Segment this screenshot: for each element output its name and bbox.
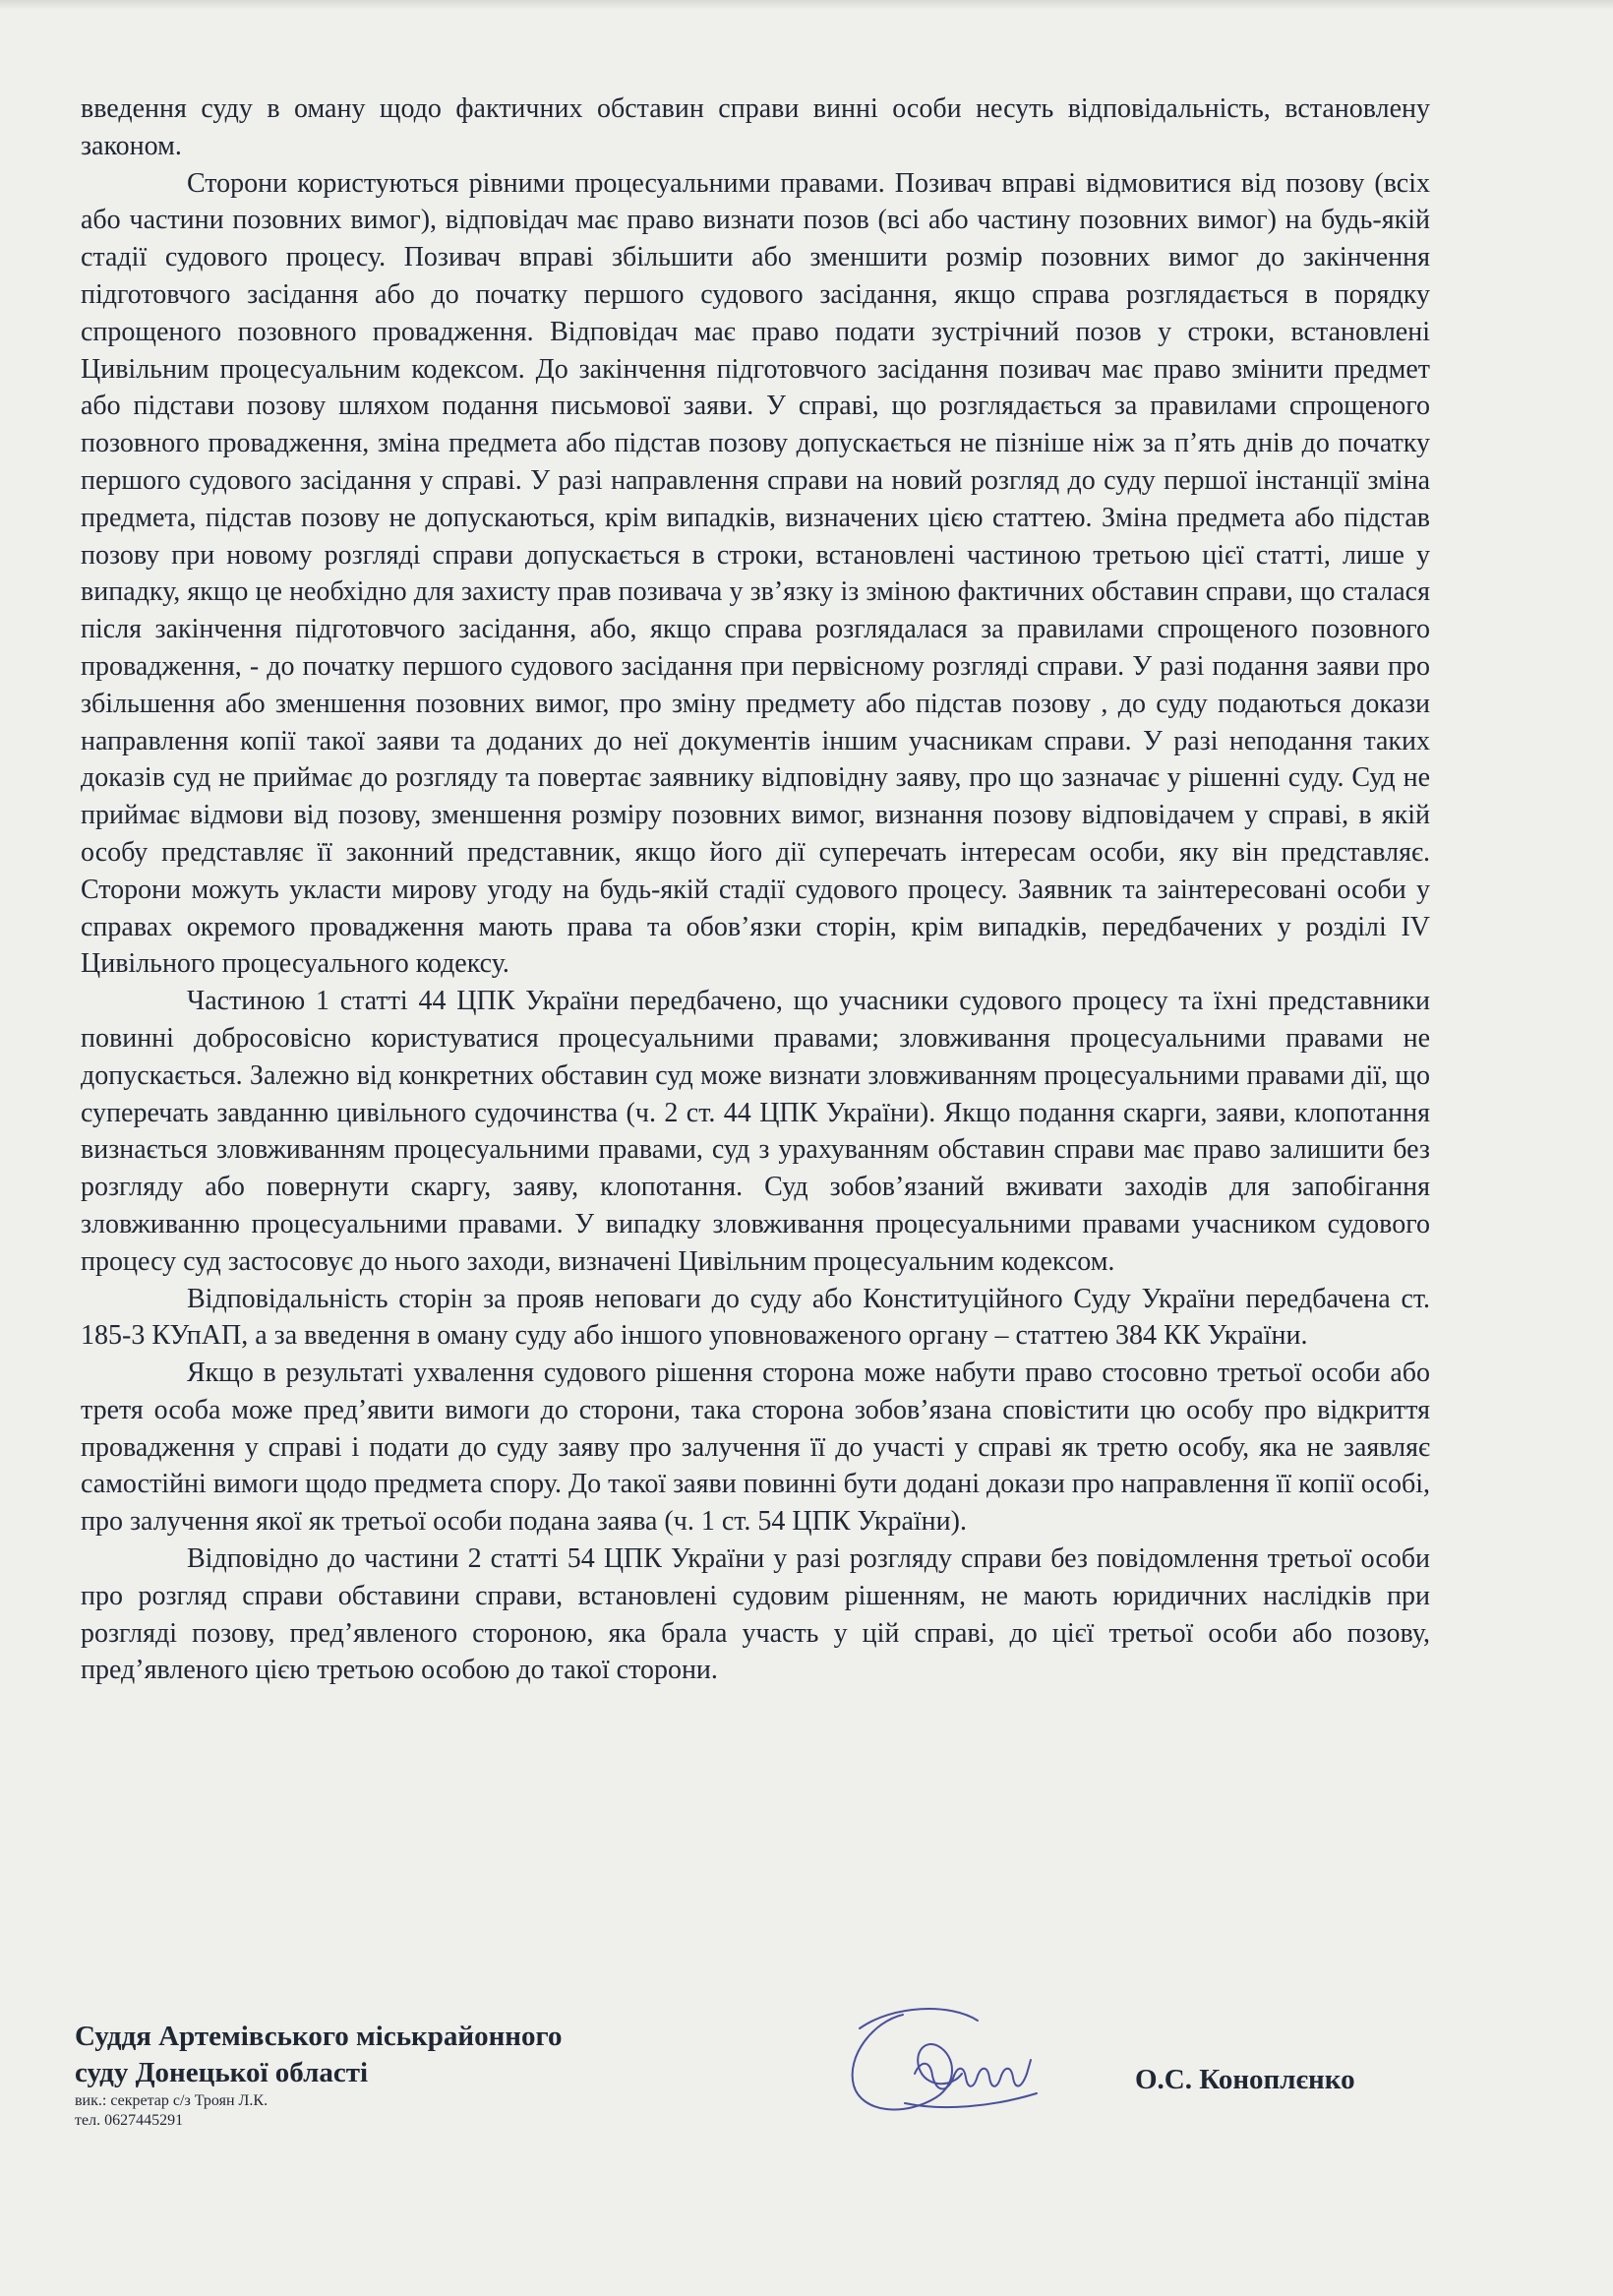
- document-body: [81, 91, 1430, 1689]
- court-title-line-1: Суддя Артемівського міськрайонного: [75, 2021, 563, 2052]
- handwritten-signature: [834, 1987, 1052, 2135]
- paragraph-2: Сторони користуються рівними процесуальними правами. Позивач вправі відмовитися від позову (всіх або частини позовних вимог), відповідач має право визнати позов (всі або частину позовних вимог) на будь-якій стадії судового процесу. Позивач вправі збільшити або зменшити розмір позовних вимог до закінчення підготовчого засідання або до початку першого судового засідання, якщо справа розглядається в порядку спрощеного позовного провадження. Відповідач має право подати зустрічний позов у строки, встановлені Цивільним процесуальним кодексом. До закінчення підготовчого засідання позивач має право змінити предмет або підстави позову шляхом подання письмової заяви. У справі, що розглядається за правилами спрощеного позовного провадження, зміна предмета або підстав позову допускається не пізніше ніж за п’ять днів до початку першого судового засідання у справі. У разі направлення справи на новий розгляд до суду першої інстанції зміна предмета, підстав позову не допускаються, крім випадків, визначених цією статтею. Зміна предмета або підстав позову при новому розгляді справи допускається в строки, встановлені частиною третьою цієї статті, лише у випадку, якщо це необхідно для захисту прав позивача у зв’язку із зміною фактичних обставин справи, що сталася після закінчення підготовчого засідання, або, якщо справа розглядалася за правилами спрощеного позовного провадження, - до початку першого судового засідання при первісному розгляді справи. У разі подання заяви про збільшення або зменшення позовних вимог, про зміну предмету або підстав позову , до суду подаються докази направлення копії такої заяви та доданих до неї документів іншим учасникам справи. У разі неподання таких доказів суд не приймає до розгляду та повертає заявнику відповідну заяву, про що зазначає у рішенні суду. Суд не приймає відмови від позову, зменшення розміру позовних вимог, визнання позову відповідачем у справі, в якій особу представляє її законний представник, якщо його дії суперечать інтересам особи, яку він представляє. Сторони можуть укласти мирову угоду на будь-якій стадії судового процесу. Заявник та заінтересовані особи у справах окремого провадження мають права та обов’язки сторін, крім випадків, передбачених у розділі IV Цивільного процесуального кодексу.: [81, 167, 1430, 980]
- court-title-line-2: суду Донецької області: [75, 2057, 369, 2088]
- paragraph-3: Частиною 1 статті 44 ЦПК України передбачено, що учасники судового процесу та їхні представники повинні добросовісно користуватися процесуальними правами; зловживання процесуальними правами не допускається. Залежно від конкретних обставин суд може визнати зловживанням процесуальними правами дії, що суперечать завданню цивільного судочинства (ч. 2 ст. 44 ЦПК України). Якщо подання скарги, заяви, клопотання визнається зловживанням процесуальними правами, суд з урахуванням обставин справи має право залишити без розгляду або повернути скаргу, заяву, клопотання. Суд зобов’язаний вживати заходів для запобігання зловживанню процесуальними правами. У випадку зловживання процесуальними правами учасником судового процесу суд застосовує до нього заходи, визначені Цивільним процесуальним кодексом.: [81, 986, 1430, 1277]
- paragraph-1: введення суду в оману щодо фактичних обставин справи винні особи несуть відповідальність, встановлену законом.: [81, 93, 1430, 161]
- scan-edge-shadow: [0, 0, 1613, 10]
- paragraph-5: Якщо в результаті ухвалення судового рішення сторона може набути право стосовно третьої особи або третя особа може пред’явити вимоги до сторони, така сторона зобов’язана сповістити цю особу про відкриття провадження у справі і подати до суду заяву про залучення її до участі у справі як третю особу, яка не заявляє самостійні вимоги щодо предмета спору. До такої заяви повинні бути додані докази про направлення її копії особі, про залучення якої як третьої особи подана заява (ч. 1 ст. 54 ЦПК України).: [81, 1358, 1430, 1538]
- judge-name: О.С. Коноплєнко: [1135, 2064, 1355, 2095]
- phone-line: тел. 0627445291: [75, 2112, 184, 2129]
- executor-line: вик.: секретар с/з Троян Л.К.: [75, 2092, 269, 2109]
- paragraph-4: Відповідальність сторін за прояв неповаги до суду або Конституційного Суду України передбачена ст. 185-3 КУпАП, а за введення в оману суду або іншого уповноваженого органу – статтею 384 КК України.: [81, 1283, 1430, 1352]
- paragraph-6: Відповідно до частини 2 статті 54 ЦПК України у разі розгляду справи без повідомлення третьої особи про розгляд справи обставини справи, встановлені судовим рішенням, не мають юридичних наслідків при розгляді позову, пред’явленого стороною, яка брала участь у цій справі, до цієї третьої особи або позову, пред’явленого цією третьою особою до такої сторони.: [81, 1543, 1430, 1686]
- signature-block: [75, 2019, 704, 2131]
